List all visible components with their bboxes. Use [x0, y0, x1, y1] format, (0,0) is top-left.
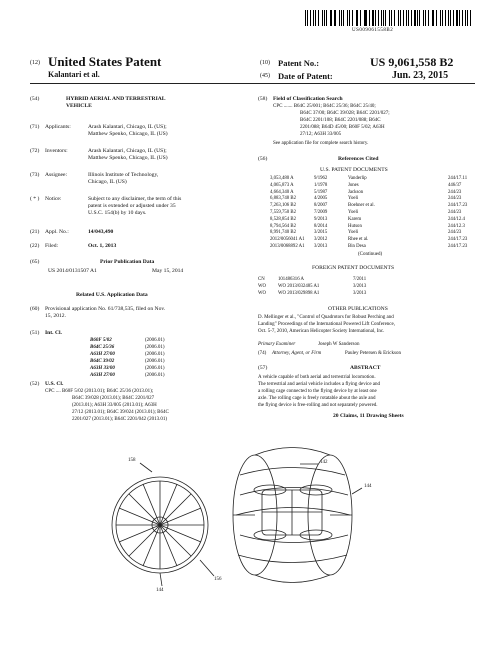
- us-reference-row: [270, 196, 485, 202]
- other-pubs-heading: OTHER PUBLICATIONS: [328, 306, 388, 312]
- us-reference-name: Bin Desa: [348, 244, 366, 249]
- ref-label-144: 144: [364, 484, 372, 489]
- abstract-line-4: axle. The rolling cage is freely rotatable about the axle and: [258, 396, 376, 401]
- us-reference-row: [270, 217, 485, 223]
- us-reference-name: Yoeli: [348, 230, 359, 236]
- leader-158: [140, 463, 152, 472]
- foreign-heading: FOREIGN PATENT DOCUMENTS: [312, 265, 395, 271]
- int-class-code: B64C 25/36: [90, 345, 115, 350]
- us-reference-row: [270, 244, 485, 250]
- barcode-bar: [372, 10, 374, 26]
- us-patents-heading: U.S. PATENT DOCUMENTS: [320, 167, 388, 173]
- barcode-bar: [445, 10, 446, 26]
- barcode-bar: [326, 10, 327, 26]
- us-reference-row: [270, 203, 485, 209]
- barcode-bar: [391, 10, 393, 26]
- prior-code: (65): [30, 259, 40, 265]
- leader-144b: [160, 573, 162, 586]
- examiner-label: Primary Examiner: [258, 342, 296, 347]
- us-reference-no: 2012/0056041 A1: [270, 237, 305, 243]
- intcl-code: (51): [30, 330, 40, 336]
- barcode-bar: [425, 10, 426, 26]
- us-reference-name: Vanderlip: [348, 176, 367, 181]
- field-heading: Field of Classification Search: [273, 96, 343, 102]
- field-line-4: 2201/088; B64D 45/00; B60F 5/02; A63H: [300, 125, 385, 130]
- barcode-bar: [356, 10, 357, 26]
- int-class-code: B60F 5/02: [90, 338, 112, 343]
- barcode-bar: [465, 10, 466, 26]
- us-reference-cls: 244/23: [448, 196, 462, 202]
- barcode-bar: [400, 10, 401, 26]
- barcode-bar: [456, 10, 458, 26]
- ref-label-142: 142: [320, 460, 328, 465]
- us-reference-row: [270, 190, 485, 196]
- barcode-bar: [318, 10, 319, 26]
- barcode-bar: [343, 10, 344, 26]
- us-reference-no: 8,794,564 B2: [270, 223, 296, 229]
- header-code-45: (45): [260, 73, 270, 79]
- barcode-bar: [360, 10, 361, 26]
- date-label: Date of Patent:: [278, 71, 333, 81]
- us-reference-no: 7,263,106 B2: [270, 203, 296, 209]
- assignee-code: (73): [30, 172, 40, 178]
- barcode-bar: [436, 10, 438, 26]
- barcode-bar: [381, 10, 382, 26]
- foreign-reference-row: [258, 277, 473, 283]
- ref-label-158: 158: [128, 458, 136, 463]
- us-reference-no: 8,528,854 B2: [270, 216, 296, 222]
- patent-date: Jun. 23, 2015: [392, 70, 449, 81]
- barcode-bar: [341, 10, 342, 26]
- barcode-bar: [459, 10, 460, 26]
- int-class-version: (2006.01): [145, 373, 165, 378]
- field-code: (58): [258, 96, 268, 102]
- attorney-name: Pauley Petersen & Erickson: [345, 351, 401, 356]
- prior-heading: Prior Publication Data: [100, 259, 155, 265]
- foreign-reference-row: [258, 291, 473, 297]
- us-reference-row: [270, 183, 485, 189]
- notice-line-1: Subject to any disclaimer, the term of this: [88, 196, 182, 202]
- us-reference-row: [270, 237, 485, 243]
- filed-code: (22): [30, 243, 40, 249]
- related-heading: Related U.S. Application Data: [76, 292, 148, 298]
- abstract-line-5: the flying device is free-rolling and not separately powered.: [258, 403, 378, 408]
- field-line-3: B64C 2201/108; B64C 2201/088; B64C: [300, 118, 381, 123]
- barcode-bar: [414, 10, 416, 26]
- prov-code: (60): [30, 306, 40, 312]
- applicants-line-2: Matthew Spenko, Chicago, IL (US): [88, 131, 168, 137]
- barcode-bar: [313, 10, 314, 26]
- int-class-code: B64C 39/02: [90, 359, 115, 364]
- appl-label: Appl. No.:: [45, 229, 69, 235]
- uscl-code: (52): [30, 381, 40, 387]
- refs-heading: References Cited: [338, 156, 379, 162]
- notice-line-2: patent is extended or adjusted under 35: [88, 203, 176, 209]
- leader-144: [352, 488, 362, 494]
- other-pub-line-2: Landing" Proceedings of the International Powered Lift Conference,: [258, 322, 395, 327]
- barcode-bar: [442, 10, 443, 26]
- barcode-bar: [330, 10, 331, 26]
- field-see: See application file for complete search history.: [273, 141, 369, 146]
- us-reference-row: [270, 230, 485, 236]
- us-reference-row: [270, 176, 485, 182]
- barcode-bar: [339, 10, 340, 26]
- assignee-line-2: Chicago, IL (US): [88, 179, 127, 185]
- foreign-reference-row: [258, 284, 473, 290]
- us-reference-no: 3,053,480 A: [270, 176, 294, 181]
- prov-line-2: 15, 2012.: [45, 313, 66, 319]
- barcode-bar: [411, 10, 412, 26]
- us-reference-date: 9/2013: [314, 216, 328, 222]
- us-reference-date: 1/1978: [314, 182, 328, 188]
- us-reference-cls: 244/23: [448, 189, 462, 195]
- us-reference-date: 3/2015: [314, 230, 328, 236]
- int-class-version: (2006.01): [145, 352, 165, 357]
- other-pub-line-3: Oct. 5-7, 2010, American Helicopter Society International, Inc.: [258, 329, 385, 334]
- barcode: [305, 10, 473, 26]
- us-reference-no: 7,559,750 B2: [270, 210, 296, 215]
- examiner-name: Joseph W Sanderson: [318, 342, 360, 347]
- us-reference-name: Jones: [348, 182, 359, 188]
- us-reference-cls: 244/23: [448, 230, 462, 236]
- applicants-line-1: Arash Kalantari, Chicago, IL (US);: [88, 124, 167, 130]
- inventors-code: (72): [30, 148, 40, 154]
- filed-value: Oct. 1, 2013: [88, 243, 117, 249]
- barcode-bar: [349, 10, 351, 26]
- int-class-version: (2006.01): [145, 345, 165, 350]
- us-reference-cls: 244/17.23: [448, 203, 468, 209]
- barcode-bar: [369, 10, 370, 26]
- barcode-bar: [375, 10, 376, 26]
- barcode-bar: [352, 10, 353, 26]
- notice-line-3: U.S.C. 154(b) by 10 days.: [88, 210, 147, 216]
- us-reference-no: 4,065,873 A: [270, 182, 294, 188]
- header-code-10: (10): [260, 60, 270, 66]
- uscl-line-2: B64C 39/028 (2013.01); B64C 2201/027: [72, 396, 155, 401]
- barcode-bar: [423, 10, 424, 26]
- barcode-bar: [383, 10, 384, 26]
- us-reference-name: Boehner et al.: [348, 203, 375, 209]
- barcode-bar: [389, 10, 390, 26]
- claims-summary: 20 Claims, 11 Drawing Sheets: [333, 413, 404, 419]
- us-reference-name: Karem: [348, 216, 362, 222]
- title-line-1: HYBRID AERIAL AND TERRESTRIAL: [66, 96, 166, 102]
- barcode-bar: [432, 10, 433, 26]
- us-reference-name: Yoeli: [348, 196, 359, 202]
- uscl-line-3: (2013.01); A63H 33/005 (2013.01); A63H: [72, 403, 157, 408]
- barcode-number: US009061558B2: [352, 28, 394, 33]
- uscl-heading: U.S. Cl.: [45, 381, 64, 387]
- foreign-reference-cc: WO: [258, 291, 266, 296]
- filed-label: Filed:: [45, 243, 59, 249]
- refs-code: (56): [258, 156, 268, 162]
- us-reference-cls: 244/12.3: [448, 223, 465, 229]
- field-line-2: B64C 37/00; B64C 39/028; B64C 2201/027;: [300, 111, 390, 116]
- attorney-label: Attorney, Agent, or Firm: [272, 351, 322, 356]
- foreign-reference-no: 101486316 A: [278, 277, 304, 282]
- barcode-bar: [305, 10, 306, 26]
- barcode-bar: [394, 10, 395, 26]
- int-class-code: A63H 27/00: [90, 373, 115, 378]
- us-reference-row: [270, 224, 485, 230]
- barcode-bar: [403, 10, 404, 26]
- barcode-bar: [467, 10, 468, 26]
- barcode-bar: [307, 10, 308, 26]
- attorney-code: (74): [258, 351, 267, 356]
- us-reference-date: 8/2007: [314, 203, 328, 209]
- abstract-line-1: A vehicle capable of both aerial and terrestrial locomotion.: [258, 375, 376, 380]
- barcode-bar: [315, 10, 317, 26]
- us-reference-row: [270, 210, 485, 216]
- foreign-reference-date: 3/2013: [353, 291, 367, 296]
- int-class-version: (2006.01): [145, 338, 165, 343]
- appl-code: (21): [30, 229, 40, 235]
- barcode-bar: [365, 10, 366, 26]
- abstract-heading: ABSTRACT: [350, 365, 381, 371]
- header-rule: [30, 83, 475, 84]
- wheel-side-view: [112, 477, 208, 573]
- field-line-1: CPC ....... B64C 25/001; B64C 25/36; B64C 25/40;: [273, 104, 376, 109]
- title-line-2: VEHICLE: [66, 103, 92, 109]
- barcode-bar: [408, 10, 409, 26]
- appl-value: 14/043,490: [88, 229, 114, 235]
- ref-label-144b: 144: [156, 588, 164, 593]
- other-pub-line-1: D. Mellinger et al., "Control of Quadrotors for Robust Perching and: [258, 315, 394, 320]
- intcl-heading: Int. Cl.: [45, 330, 62, 336]
- us-reference-no: 6,883,748 B2: [270, 196, 296, 202]
- patent-number: US 9,061,558 B2: [370, 55, 454, 69]
- barcode-bar: [398, 10, 399, 26]
- us-reference-cls: 244/17.23: [448, 244, 468, 249]
- barcode-bar: [417, 10, 418, 26]
- us-reference-date: 3/2013: [314, 244, 328, 249]
- barcode-bar: [440, 10, 441, 26]
- barcode-bar: [347, 10, 348, 26]
- us-reference-date: 8/2014: [314, 223, 328, 229]
- barcode-bar: [419, 10, 420, 26]
- us-reference-date: 7/2009: [314, 210, 328, 215]
- barcode-bar: [310, 10, 311, 26]
- int-class-version: (2006.01): [145, 359, 165, 364]
- us-reference-date: 9/1962: [314, 176, 328, 181]
- uscl-line-4: 27/12 (2013.01); B64C 39/024 (2013.01); B64C: [72, 410, 169, 415]
- barcode-bar: [428, 10, 429, 26]
- inventors-line-1: Arash Kalantari, Chicago, IL (US);: [88, 148, 167, 154]
- barcode-bar: [450, 10, 451, 26]
- rolling-cage-perspective: [233, 448, 352, 583]
- barcode-bar: [385, 10, 386, 26]
- barcode-bar: [357, 10, 358, 26]
- leader-156: [200, 560, 214, 576]
- abstract-code: (57): [258, 365, 268, 371]
- barcode-bar: [453, 10, 454, 26]
- uscl-line-5: 2201/027 (2013.01); B64C 2201/042 (2013.01): [72, 417, 167, 422]
- int-class-version: (2006.01): [145, 366, 165, 371]
- continued-note: (Continued): [358, 252, 383, 257]
- foreign-reference-date: 7/2011: [353, 277, 367, 282]
- barcode-bar: [364, 10, 365, 26]
- ref-label-156: 156: [214, 577, 222, 582]
- barcode-bar: [331, 10, 332, 26]
- us-reference-no: 2013/0068892 A1: [270, 244, 305, 249]
- us-reference-cls: 244/17.11: [448, 176, 468, 181]
- int-class-code: A63H 33/00: [90, 366, 115, 371]
- barcode-bar: [433, 10, 434, 26]
- patent-no-label: Patent No.:: [278, 58, 320, 68]
- us-reference-name: Yoeli: [348, 210, 359, 215]
- us-reference-cls: 446/37: [448, 182, 462, 188]
- foreign-reference-cc: WO: [258, 284, 266, 289]
- us-reference-name: Jackson: [348, 189, 364, 195]
- us-reference-cls: 244/17.23: [448, 237, 468, 243]
- us-reference-date: 4/2005: [314, 196, 328, 202]
- patent-figure: [0, 420, 500, 645]
- foreign-reference-no: WO 2013/032485 A1: [278, 284, 320, 289]
- prov-line-1: Provisional application No. 61/738,535, filed on Nov.: [45, 306, 166, 312]
- us-reference-cls: 244/23: [448, 210, 462, 215]
- foreign-reference-cc: CN: [258, 277, 265, 282]
- us-reference-no: 8,991,740 B2: [270, 230, 296, 236]
- us-reference-name: Rhee et al.: [348, 237, 369, 243]
- abstract-line-3: a rolling cage connected to the flying device by at least one: [258, 389, 377, 394]
- title-code: (54): [30, 96, 40, 102]
- us-reference-date: 3/2012: [314, 237, 328, 243]
- barcode-bar: [334, 10, 336, 26]
- us-reference-name: Hutson: [348, 223, 362, 229]
- barcode-bar: [324, 10, 325, 26]
- prior-pub: US 2014/0131507 A1: [48, 268, 97, 274]
- notice-label: Notice:: [45, 196, 62, 202]
- int-class-code: A63H 27/00: [90, 352, 115, 357]
- header-code-12: (12): [30, 60, 40, 66]
- barcode-bar: [462, 10, 463, 26]
- assignee-label: Assignee:: [45, 172, 68, 178]
- inventor-short: Kalantari et al.: [48, 70, 100, 79]
- us-reference-date: 5/1987: [314, 189, 328, 195]
- barcode-bar: [322, 10, 323, 26]
- foreign-reference-no: WO 2013/029898 A1: [278, 291, 320, 296]
- field-line-5: 27/12; A63H 33/005: [300, 132, 342, 137]
- abstract-line-2: The terrestrial and aerial vehicle includes a flying device and: [258, 382, 381, 387]
- barcode-bar: [448, 10, 449, 26]
- barcode-bar: [378, 10, 379, 26]
- applicants-code: (71): [30, 124, 40, 130]
- us-reference-cls: 244/12.4: [448, 216, 465, 222]
- barcode-bar: [406, 10, 407, 26]
- applicants-label: Applicants:: [45, 124, 71, 130]
- uscl-line-1: CPC .... B60F 5/02 (2013.01); B64C 25/36 (2013.01);: [45, 389, 154, 394]
- assignee-line-1: Illinois Institute of Technology,: [88, 172, 159, 178]
- notice-code: ( * ): [30, 196, 40, 202]
- us-reference-no: 4,664,340 A: [270, 189, 294, 195]
- inventors-line-2: Matthew Spenko, Chicago, IL (US): [88, 155, 168, 161]
- office-name: United States Patent: [48, 54, 162, 69]
- inventors-label: Inventors:: [45, 148, 68, 154]
- barcode-bar: [470, 10, 471, 26]
- prior-date: May 15, 2014: [152, 268, 184, 274]
- foreign-reference-date: 3/2013: [353, 284, 367, 289]
